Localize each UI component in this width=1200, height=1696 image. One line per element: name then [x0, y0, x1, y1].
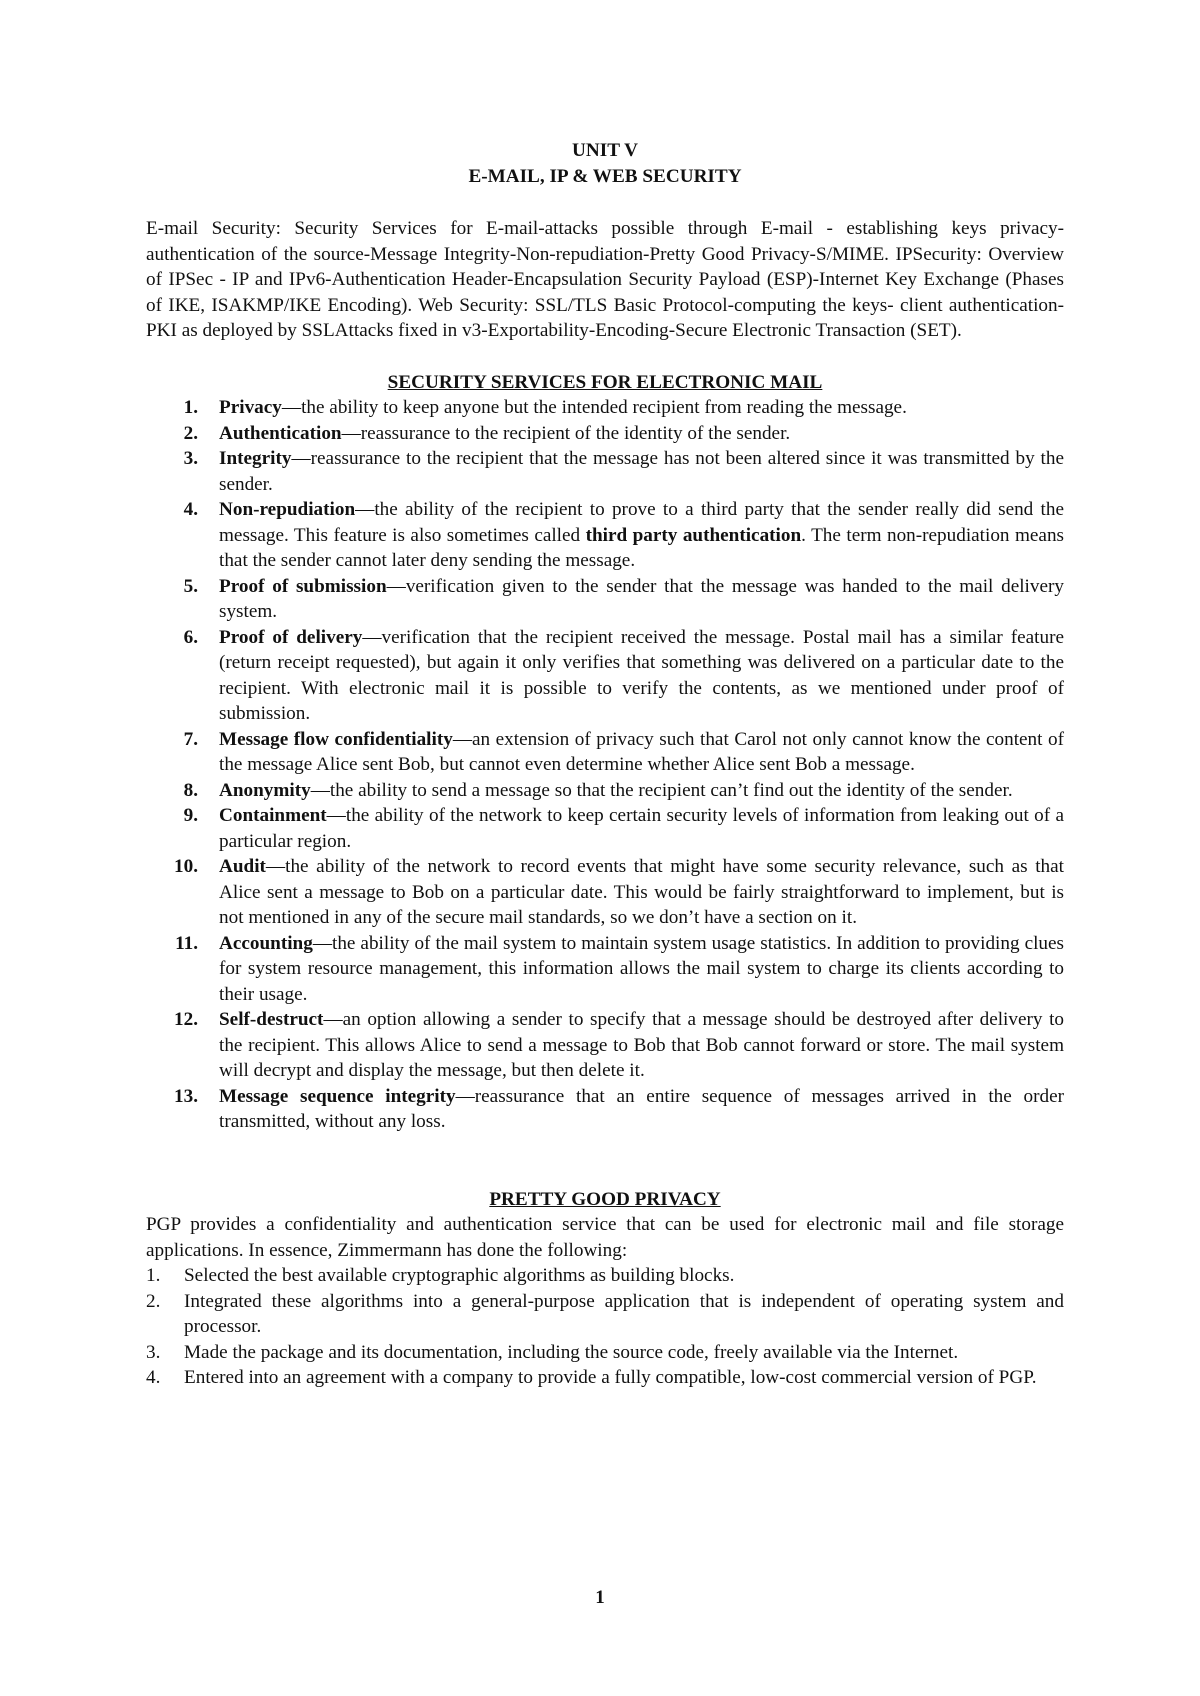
page-title: E-MAIL, IP & WEB SECURITY	[468, 166, 742, 187]
item-term: Anonymity	[219, 779, 311, 801]
pgp-heading: PRETTY GOOD PRIVACY	[489, 1188, 721, 1210]
list-item: 2. Authentication—reassurance to the recipient of the identity of the sender.	[183, 422, 791, 444]
list-item: 11. Accounting—the ability of the mail system to maintain system usage statistics. In addition to providing clues for system resource management, this information allows the mail system to charge its clients according to their usage.	[175, 932, 1064, 1005]
list-item: 7. Message flow confidentiality—an extension of privacy such that Carol not only cannot know the content of the message Alice sent Bob, but cannot even determine whether Alice sent Bob a message.	[183, 728, 1064, 775]
unit-label: UNIT V	[572, 140, 638, 161]
list-item: 12. Self-destruct—an option allowing a sender to specify that a message should be destroyed after delivery to the recipient. This allows Alice to send a message to Bob that Bob cannot forward or store. The mail system will decrypt and display the message, but then delete it.	[174, 1009, 1064, 1081]
item-term: Containment	[219, 805, 327, 826]
item-term: Audit	[219, 856, 266, 877]
list-item: 10. Audit—the ability of the network to record events that might have some security relevance, such as that Alice sent a message to Bob on a particular date. This would be fairly straightforward to implement, but is not mentioned in any of the secure mail standards, so we don’t have a section on it.	[174, 856, 1064, 928]
list-item: 5. Proof of submission—verification given to the sender that the message was handed to the mail delivery system.	[183, 575, 1064, 622]
list-item: 4. Entered into an agreement with a company to provide a fully compatible, low-cost commercial version of PGP.	[146, 1367, 1037, 1388]
syllabus-paragraph: E-mail Security: Security Services for E-mail-attacks possible through E-mail - establishing keys privacy-authentication of the source-Message Integrity-Non-repudiation-Pretty Good Privacy-S/MIME. IPSecurity: Overview of IPSec - IP and IPv6-Authentication Header-Encapsulation Security Payload (ESP)-Internet Key Exchange (Phases of IKE, ISAKMP/IKE Encoding). Web Security: SSL/TLS Basic Protocol-computing the keys- client authentication-PKI as deployed by SSLAttacks fixed in v3-Exportability-Encoding-Secure Electronic Transaction (SET).	[146, 218, 1064, 341]
item-term: Accounting	[219, 932, 313, 954]
list-item: 9. Containment—the ability of the network to keep certain security levels of information from leaking out of a particular region.	[183, 805, 1064, 852]
item-term: Message flow confidentiality	[219, 728, 453, 750]
item-term: Privacy	[219, 397, 282, 418]
list-item: 2. Integrated these algorithms into a general-purpose application that is independent of operating system and processor.	[146, 1290, 1064, 1337]
page-number: 1	[595, 1587, 605, 1608]
item-emphasis: third party authentication	[585, 524, 802, 546]
list-item: 4. Non-repudiation—the ability of the recipient to prove to a third party that the sender really did send the message. This feature is also sometimes called third party authentication. The term non-repudiation means that the sender cannot later deny sending the message.	[183, 499, 1064, 571]
services-heading: SECURITY SERVICES FOR ELECTRONIC MAIL	[387, 371, 823, 393]
item-term: Self-destruct	[219, 1009, 324, 1030]
list-item: 8. Anonymity—the ability to send a message so that the recipient can’t find out the identity of the sender.	[183, 779, 1013, 801]
pgp-intro: PGP provides a confidentiality and authentication service that can be used for electronic mail and file storage applications. In essence, Zimmermann has done the following:	[146, 1214, 1064, 1261]
list-item: 3. Made the package and its documentation, including the source code, freely available via the Internet.	[146, 1341, 959, 1363]
item-term: Message sequence integrity	[219, 1085, 456, 1107]
list-item: 1. Privacy—the ability to keep anyone but the intended recipient from reading the message.	[183, 397, 907, 418]
item-term: Authentication	[219, 422, 342, 444]
list-item: 1. Selected the best available cryptographic algorithms as building blocks.	[146, 1265, 735, 1286]
item-term: Integrity	[219, 448, 292, 469]
document-page	[146, 138, 1064, 1391]
list-item: 3. Integrity—reassurance to the recipient that the message has not been altered since it was transmitted by the sender.	[183, 448, 1064, 495]
item-term: Proof of delivery	[219, 626, 363, 648]
services-list	[146, 395, 1064, 1135]
list-item: 13. Message sequence integrity—reassurance that an entire sequence of messages arrived in the order transmitted, without any loss.	[174, 1085, 1064, 1132]
item-term: Non-repudiation	[219, 499, 356, 520]
pgp-list	[146, 1263, 1064, 1391]
item-term: Proof of submission	[219, 575, 387, 597]
list-item: 6. Proof of delivery—verification that the recipient received the message. Postal mail has a similar feature (return receipt requested), but again it only verifies that something was delivered on a particular date to the recipient. With electronic mail it is possible to verify the contents, as we mentioned under proof of submission.	[183, 626, 1064, 724]
